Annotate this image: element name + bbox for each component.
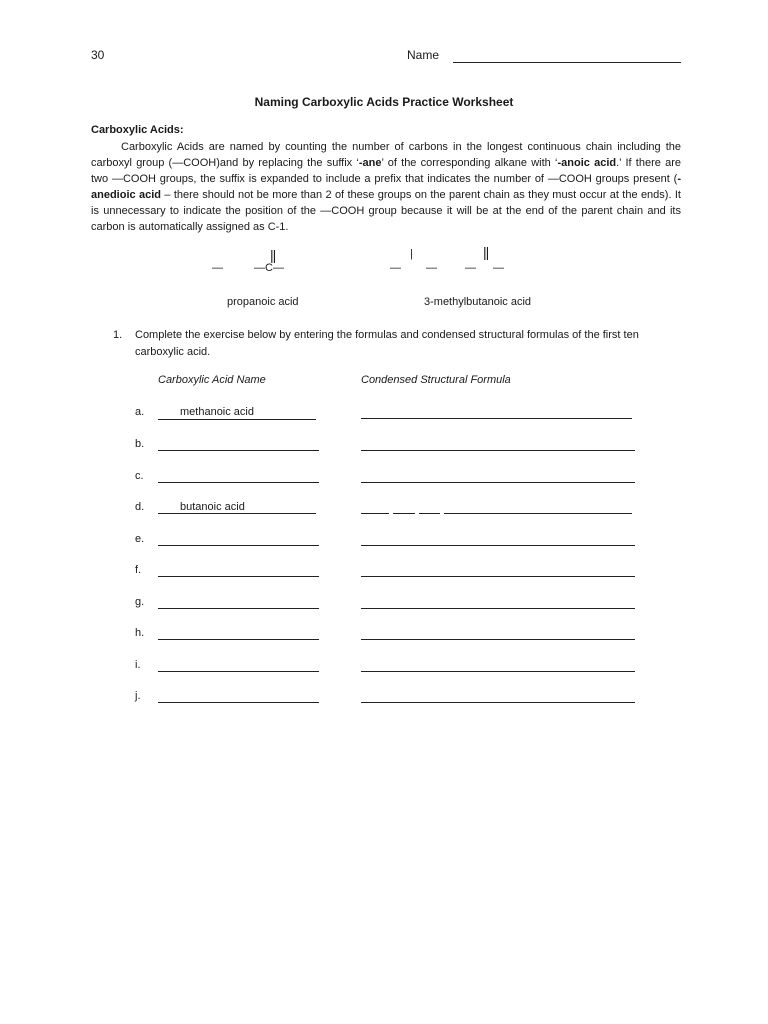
row-letter: b.: [135, 438, 145, 450]
name-answer: methanoic acid: [180, 406, 254, 418]
name-answer-line[interactable]: [158, 608, 319, 609]
col-name-header: Carboxylic Acid Name: [158, 374, 266, 386]
name-answer-line[interactable]: [158, 482, 319, 483]
formula-segment-line[interactable]: [444, 513, 632, 514]
propanoic-caption: propanoic acid: [227, 296, 299, 308]
formula-answer-line[interactable]: [361, 450, 635, 451]
intro-anedioic-acid: -anedioic acid: [91, 173, 681, 201]
page-number: 30: [91, 48, 105, 62]
name-answer-line[interactable]: [158, 639, 319, 640]
bond-dash: —: [426, 262, 437, 274]
row-letter: g.: [135, 596, 145, 608]
row-letter: e.: [135, 533, 145, 545]
formula-answer-line[interactable]: [361, 418, 632, 419]
col-formula-header: Condensed Structural Formula: [361, 374, 511, 386]
row-letter: j.: [135, 690, 141, 702]
question-text: Complete the exercise below by entering the formulas and condensed structural formulas of the first ten carboxylic acid.: [135, 329, 639, 358]
name-answer-line[interactable]: [158, 671, 319, 672]
row-letter: h.: [135, 627, 145, 639]
intro-text-2: ’ of the corresponding alkane with ‘: [381, 157, 558, 169]
name-answer-line[interactable]: [158, 419, 316, 420]
row-letter: f.: [135, 564, 142, 576]
name-label: Name: [407, 48, 440, 62]
row-letter: i.: [135, 659, 141, 671]
question-number: 1.: [113, 329, 123, 341]
formula-segment-line[interactable]: [361, 513, 389, 514]
formula-answer-line[interactable]: [361, 482, 635, 483]
name-answer-line[interactable]: [158, 513, 316, 514]
formula-answer-line[interactable]: [361, 608, 635, 609]
name-answer-line[interactable]: [158, 702, 319, 703]
row-letter: c.: [135, 470, 144, 482]
double-bond-mark: ||: [270, 247, 276, 263]
methylbutanoic-caption: 3-methylbutanoic acid: [424, 296, 532, 308]
formula-segment-line[interactable]: [419, 513, 440, 514]
intro-anoic-acid: -anoic acid: [557, 157, 617, 169]
formula-answer-line[interactable]: [361, 702, 635, 703]
row-letter: a.: [135, 406, 145, 418]
single-bond-mark: |: [410, 248, 413, 260]
bond-dash: —: [212, 262, 223, 274]
formula-answer-line[interactable]: [361, 671, 635, 672]
bond-dash: —: [493, 262, 504, 274]
carbon-atom: —C—: [254, 262, 284, 274]
intro-paragraph: [91, 139, 681, 235]
formula-answer-line[interactable]: [361, 639, 635, 640]
formula-answer-line[interactable]: [361, 545, 635, 546]
question-1: [113, 327, 673, 361]
name-answer-line[interactable]: [158, 450, 319, 451]
double-bond-mark: ||: [483, 244, 489, 260]
bond-dash: —: [390, 262, 401, 274]
name-answer-line[interactable]: [158, 545, 319, 546]
intro-text-3: .’ If there are two —COOH groups, the suffix is expanded to include a prefix that indicates the number of —COOH groups present (: [91, 157, 681, 185]
intro-ane: -ane: [358, 157, 382, 169]
name-field[interactable]: [453, 62, 681, 63]
worksheet-title: Naming Carboxylic Acids Practice Worksheet: [254, 95, 514, 109]
name-answer-line[interactable]: [158, 576, 319, 577]
formula-answer-line[interactable]: [361, 576, 635, 577]
intro-text-1: Carboxylic Acids are named by counting the number of carbons in the longest continuous chain including the carboxyl group (—COOH)and by replacing the suffix ‘: [91, 141, 681, 169]
intro-text-4: – there should not be more than 2 of these groups on the parent chain as they must occur at the ends). It is unnecessary to indicate the position of the —COOH group because it will be at the end of the parent chain and its carbon is automatically assigned as C-1.: [91, 189, 681, 233]
section-heading: Carboxylic Acids:: [91, 124, 184, 136]
name-answer: butanoic acid: [180, 501, 245, 513]
formula-segment-line[interactable]: [393, 513, 415, 514]
bond-dash: —: [465, 262, 476, 274]
row-letter: d.: [135, 501, 145, 513]
